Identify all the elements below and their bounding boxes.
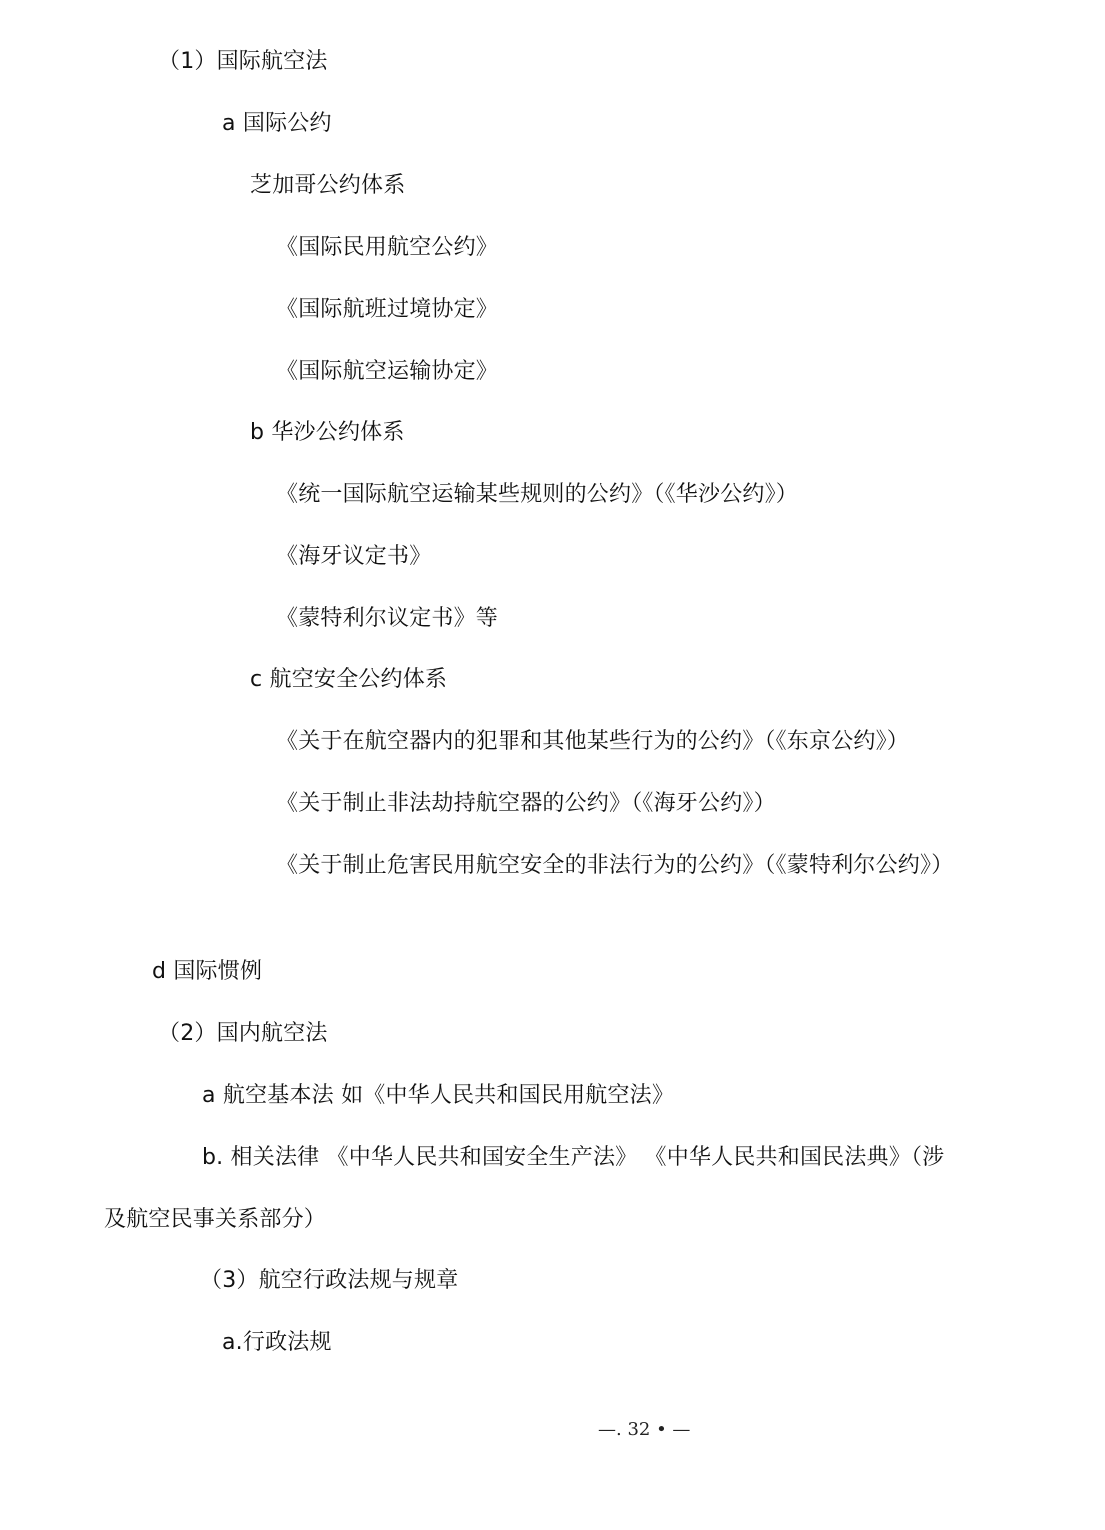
list-item-related-laws-continuation: 及航空民事关系部分） (104, 1207, 327, 1232)
list-item-convention: 《关于制止非法劫持航空器的公约》（《海牙公约》） (276, 791, 776, 816)
page-number: —. 32 • — (598, 1419, 691, 1440)
list-item-convention: 《国际民用航空公约》 (276, 235, 499, 260)
list-item-convention: 《关于在航空器内的犯罪和其他某些行为的公约》（《东京公约》） (276, 729, 910, 754)
list-item-convention: 《国际航空运输协定》 (276, 359, 499, 384)
heading-administrative-regulations: （3）航空行政法规与规章 (200, 1268, 459, 1293)
subheading-administrative-regulations: a.行政法规 (222, 1330, 332, 1355)
list-item-basic-law: a 航空基本法 如《中华人民共和国民用航空法》 (202, 1083, 675, 1108)
list-item-convention: 《关于制止危害民用航空安全的非法行为的公约》（《蒙特利尔公约》） (276, 853, 954, 878)
heading-domestic-aviation-law: （2）国内航空法 (158, 1021, 328, 1046)
list-item-convention: 《蒙特利尔议定书》等 (276, 606, 499, 631)
subheading-international-conventions: a 国际公约 (222, 111, 332, 136)
list-item-convention: 《海牙议定书》 (276, 544, 432, 569)
list-item-chicago-system: 芝加哥公约体系 (250, 173, 406, 198)
list-item-convention: 《国际航班过境协定》 (276, 297, 499, 322)
list-item-security-system: c 航空安全公约体系 (250, 667, 448, 692)
list-item-convention: 《统一国际航空运输某些规则的公约》（《华沙公约》） (276, 482, 799, 507)
subheading-international-custom: d 国际惯例 (152, 959, 263, 984)
list-item-related-laws: b. 相关法律 《中华人民共和国安全生产法》 《中华人民共和国民法典》（涉 (202, 1145, 945, 1170)
heading-international-aviation-law: （1）国际航空法 (158, 49, 328, 74)
list-item-warsaw-system: b 华沙公约体系 (250, 420, 405, 445)
